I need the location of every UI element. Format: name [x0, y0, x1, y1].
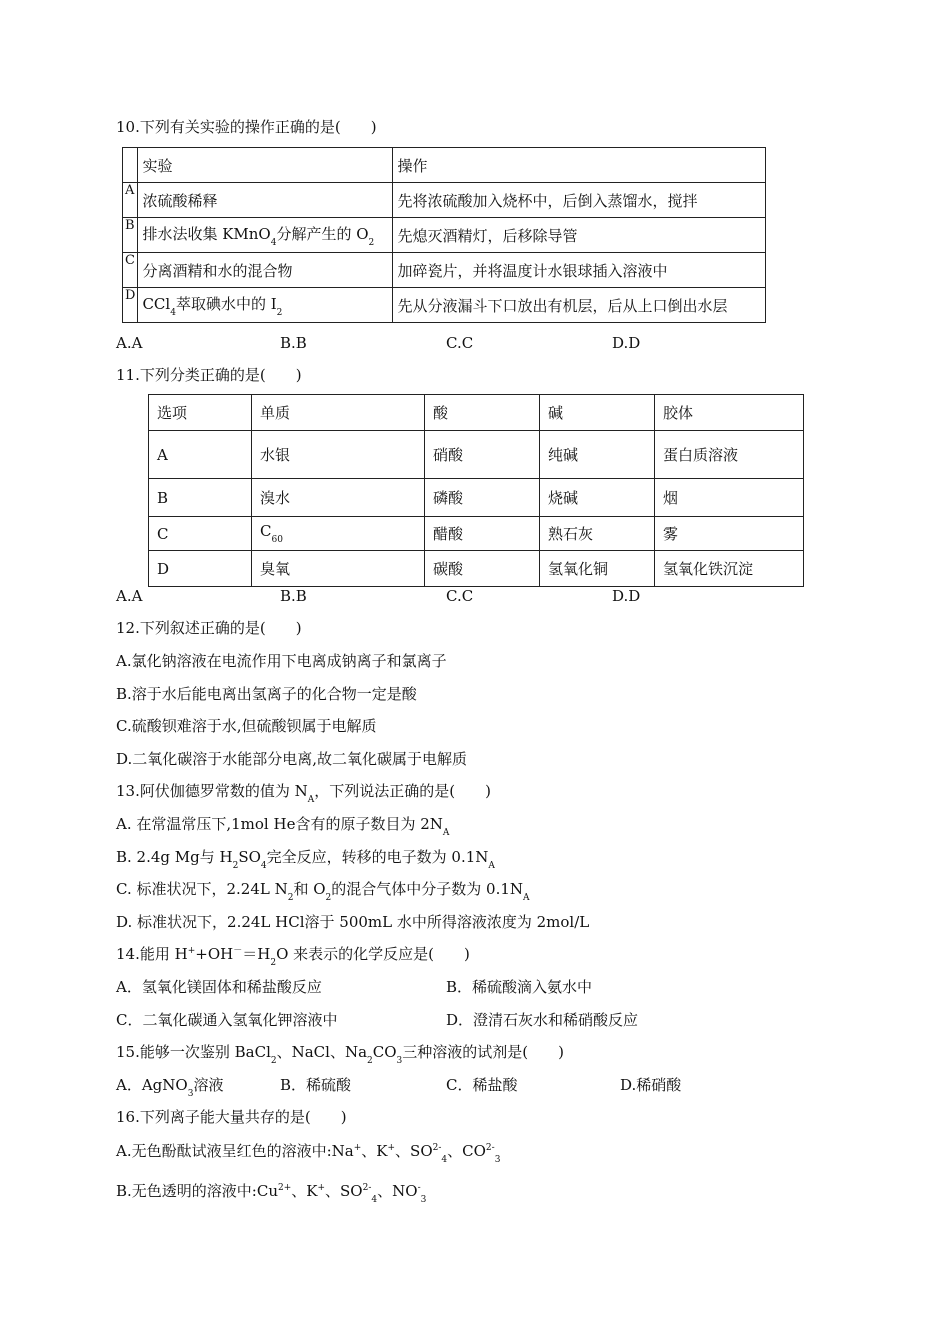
subscript: 2 — [287, 893, 294, 903]
table-row — [123, 288, 766, 323]
text: 完全反应，转移的电子数为 0.1N — [266, 848, 489, 866]
text: 、CO — [447, 1142, 486, 1160]
superscript: + — [317, 1183, 326, 1193]
text: 15.能够一次鉴别 BaCl — [116, 1043, 271, 1061]
option-a: A.A — [116, 587, 143, 605]
text: SO — [238, 848, 261, 866]
q12-option-b: B.溶于水后能电离出氢离子的化合物一定是酸 — [116, 685, 417, 703]
table-row — [123, 183, 766, 218]
text: ，下列说法正确的是( ) — [314, 782, 491, 800]
table-cell — [252, 517, 425, 551]
q12-option-d: D.二氧化碳溶于水能部分电离,故二氧化碳属于电解质 — [116, 750, 468, 768]
table-cell: A — [149, 431, 252, 479]
option-c: C.C — [446, 587, 474, 605]
subscript: 2 — [325, 893, 332, 903]
text: 三种溶液的试剂是( ) — [402, 1043, 564, 1061]
subscript: 2 — [270, 1056, 277, 1066]
table-cell: 雾 — [655, 517, 804, 551]
table-cell: 臭氧 — [252, 551, 425, 587]
superscript: 2- — [485, 1143, 495, 1153]
text: 溶液 — [193, 1076, 224, 1094]
q11-table — [148, 394, 804, 587]
cell-text: 排水法收集 KMnO — [142, 224, 271, 243]
subscript: 3 — [187, 1089, 194, 1099]
subscript: 2 — [232, 861, 239, 871]
text: ＝H — [242, 945, 271, 963]
text: 14.能用 H — [116, 945, 188, 963]
subscript: 2 — [270, 958, 277, 968]
row-label: A — [123, 183, 138, 218]
superscript: + — [387, 1143, 396, 1153]
text: 和 O — [293, 880, 326, 898]
cell-text: C — [260, 522, 272, 540]
superscript: － — [233, 946, 243, 956]
subscript: 3 — [420, 1195, 427, 1205]
subscript: 2 — [367, 1056, 373, 1066]
text: O 来表示的化学反应是( ) — [276, 945, 470, 963]
text: 、K — [361, 1142, 388, 1160]
subscript: 60 — [271, 535, 283, 545]
q12-option-c: C.硫酸钡难溶于水,但硫酸钡属于电解质 — [116, 717, 377, 735]
table-header: 选项 — [149, 395, 252, 431]
table-cell: 加碎瓷片，并将温度计水银球插入溶液中 — [393, 253, 766, 288]
table-cell: 醋酸 — [425, 517, 540, 551]
subscript: 4 — [170, 307, 176, 318]
option-c: C.C — [446, 334, 474, 352]
table-row — [123, 218, 766, 253]
text: CO — [372, 1043, 397, 1061]
text: C. 标准状况下，2.24L N — [116, 880, 288, 898]
q15-stem — [116, 1041, 564, 1066]
table-row — [149, 517, 804, 551]
table-header: 胶体 — [655, 395, 804, 431]
q13-option-b — [116, 846, 495, 871]
q14-option-a: A．氢氧化镁固体和稀盐酸反应 — [116, 978, 322, 996]
table-header: 碱 — [540, 395, 655, 431]
text: +OH — [195, 945, 234, 963]
q14-option-b: B．稀硫酸滴入氨水中 — [446, 978, 593, 996]
cell-text: 分解产生的 O — [276, 224, 369, 243]
row-label: B — [123, 218, 138, 253]
text: 的混合气体中分子数为 0.1N — [331, 880, 524, 898]
table-row — [149, 551, 804, 587]
subscript: A — [488, 861, 495, 871]
table-cell: 溴水 — [252, 479, 425, 517]
subscript: 4 — [441, 1155, 448, 1165]
subscript: 3 — [396, 1056, 403, 1066]
table-cell: B — [149, 479, 252, 517]
q14-stem — [116, 943, 470, 968]
table-header: 单质 — [252, 395, 425, 431]
q16-stem: 16.下列离子能大量共存的是( ) — [116, 1108, 347, 1126]
q13-stem — [116, 780, 491, 805]
table-cell: 蛋白质溶液 — [655, 431, 804, 479]
superscript: 2+ — [277, 1183, 292, 1193]
subscript: 2 — [276, 307, 283, 318]
text: 、SO — [325, 1182, 363, 1200]
q14-option-d: D．澄清石灰水和稀硝酸反应 — [446, 1011, 639, 1029]
superscript: + — [187, 946, 196, 956]
q12-stem: 12.下列叙述正确的是( ) — [116, 619, 302, 637]
superscript: 2- — [362, 1183, 372, 1193]
table-cell: 分离酒精和水的混合物 — [138, 253, 393, 288]
superscript: 2- — [432, 1143, 442, 1153]
table-cell: 熟石灰 — [540, 517, 655, 551]
table-row — [123, 148, 766, 183]
row-label: C — [123, 253, 138, 288]
q15-option-c: C．稀盐酸 — [446, 1076, 518, 1094]
text: B. 2.4g Mg与 H — [116, 848, 233, 866]
superscript: - — [417, 1183, 421, 1193]
subscript: A — [523, 893, 530, 903]
table-row — [149, 431, 804, 479]
table-cell — [138, 218, 393, 253]
q12-option-a: A.氯化钠溶液在电流作用下电离成钠离子和氯离子 — [116, 652, 447, 670]
table-cell: 浓硫酸稀释 — [138, 183, 393, 218]
table-cell: 水银 — [252, 431, 425, 479]
q16-option-a — [116, 1140, 500, 1165]
table-cell: 烧碱 — [540, 479, 655, 517]
q15-option-b: B．稀硫酸 — [280, 1076, 352, 1094]
text: 、NO — [377, 1182, 418, 1200]
q11-stem: 11.下列分类正确的是( ) — [116, 366, 302, 384]
q14-option-c: C．二氧化碳通入氢氧化钾溶液中 — [116, 1011, 338, 1029]
table-cell: 烟 — [655, 479, 804, 517]
table-cell: 氢氧化铜 — [540, 551, 655, 587]
option-b: B.B — [280, 587, 307, 605]
text: 、K — [291, 1182, 318, 1200]
table-cell: D — [149, 551, 252, 587]
q15-option-a — [116, 1074, 223, 1099]
q13-option-c — [116, 878, 530, 903]
table-cell: 先从分液漏斗下口放出有机层，后从上口倒出水层 — [393, 288, 766, 323]
option-d: D.D — [612, 334, 641, 352]
subscript: 4 — [371, 1195, 378, 1205]
table-cell: 先熄灭酒精灯，后移除导管 — [393, 218, 766, 253]
subscript: 4 — [260, 861, 267, 871]
text: 、NaCl、Na — [276, 1043, 368, 1061]
text: A. 在常温常压下,1mol He含有的原子数目为 2N — [116, 815, 443, 833]
option-d: D.D — [612, 587, 641, 605]
table-header: 酸 — [425, 395, 540, 431]
table-row — [149, 395, 804, 431]
table-row — [123, 253, 766, 288]
table-cell — [123, 148, 138, 183]
table-cell: 先将浓硫酸加入烧杯中，后倒入蒸馏水，搅拌 — [393, 183, 766, 218]
option-b: B.B — [280, 334, 307, 352]
q10-table — [122, 147, 766, 323]
text: 、SO — [395, 1142, 433, 1160]
table-cell: C — [149, 517, 252, 551]
text: B.无色透明的溶液中:Cu — [116, 1182, 278, 1200]
table-cell: 磷酸 — [425, 479, 540, 517]
q16-option-b — [116, 1180, 426, 1205]
text: A.无色酚酞试液呈红色的溶液中:Na — [116, 1142, 354, 1160]
subscript: 4 — [270, 237, 277, 248]
option-a: A.A — [116, 334, 143, 352]
table-header: 实验 — [138, 148, 393, 183]
table-row — [149, 479, 804, 517]
subscript: 2 — [368, 237, 375, 248]
cell-text: 萃取碘水中的 I — [175, 294, 277, 313]
q13-option-a — [116, 813, 449, 838]
table-cell: 纯碱 — [540, 431, 655, 479]
subscript: A — [442, 828, 450, 838]
subscript: A — [307, 795, 315, 805]
table-cell: 碳酸 — [425, 551, 540, 587]
table-header: 操作 — [393, 148, 766, 183]
text: A．AgNO — [116, 1076, 188, 1094]
table-cell — [138, 288, 393, 323]
row-label: D — [123, 288, 138, 323]
subscript: 3 — [494, 1155, 501, 1165]
q15-option-d: D.稀硝酸 — [620, 1076, 682, 1094]
text: 13.阿伏伽德罗常数的值为 N — [116, 782, 308, 800]
q10-stem: 10.下列有关实验的操作正确的是( ) — [116, 118, 377, 136]
table-cell: 硝酸 — [425, 431, 540, 479]
superscript: + — [353, 1143, 362, 1153]
cell-text: CCl — [142, 294, 171, 313]
table-cell: 氢氧化铁沉淀 — [655, 551, 804, 587]
q13-option-d: D. 标准状况下，2.24L HCl溶于 500mL 水中所得溶液浓度为 2mol/L — [116, 913, 590, 931]
